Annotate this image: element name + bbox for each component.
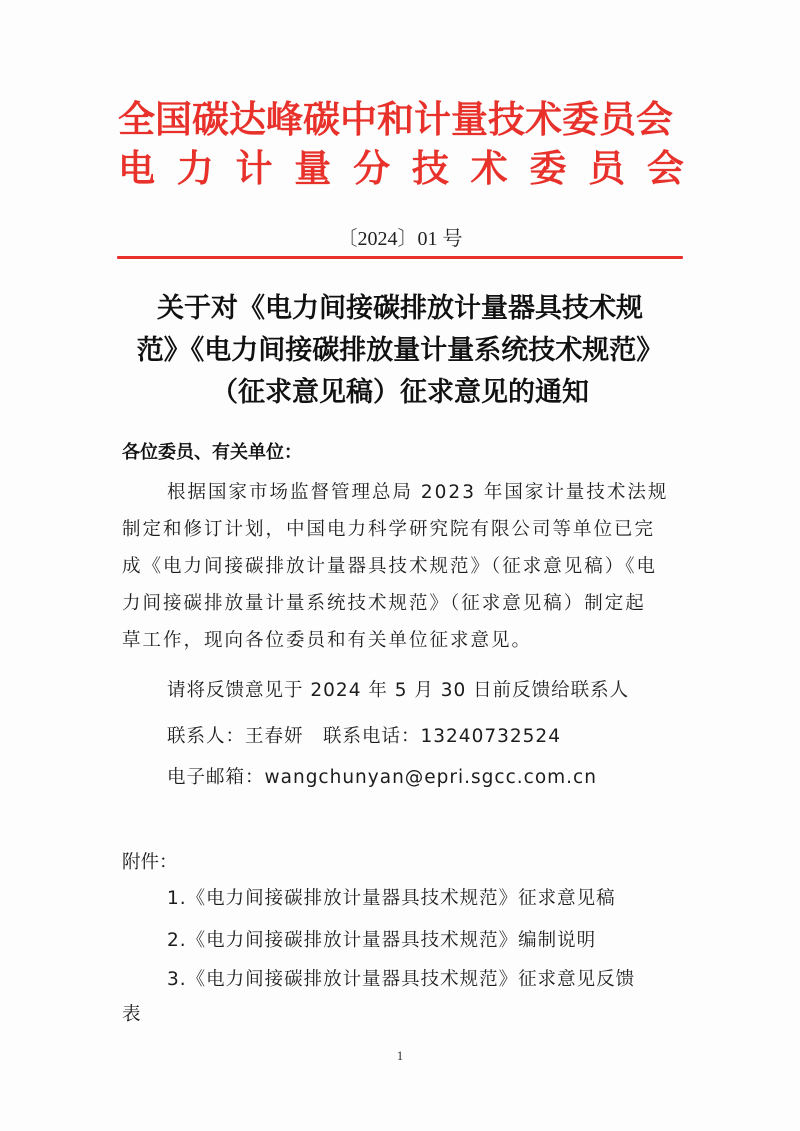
red-header-divider [117, 256, 683, 259]
attachments-label: 附件： [122, 852, 178, 873]
attachment-item-continuation: 表 [122, 1004, 141, 1025]
document-number: 〔2024〕01 号 [337, 228, 463, 250]
sub-committee-char: 术 [470, 146, 508, 190]
notice-title [110, 288, 690, 414]
body-paragraph [122, 474, 682, 659]
title-line: 关于对《电力间接碳排放计量器具技术规 [157, 293, 643, 324]
salutation: 各位委员、有关单位： [122, 442, 302, 463]
sub-committee-char: 员 [588, 146, 626, 190]
issuing-organization-name: 全国碳达峰碳中和计量技术委员会 [118, 97, 673, 141]
attachment-item: 1.《电力间接碳排放计量器具技术规范》征求意见稿 [167, 888, 616, 909]
sub-committee-char: 量 [294, 146, 332, 190]
paragraph-line: 根据国家市场监督管理总局 2023 年国家计量技术法规 [167, 482, 669, 503]
title-line: （征求意见稿）征求意见的通知 [211, 377, 589, 408]
sub-committee-char: 技 [411, 146, 449, 190]
sub-committee-char: 计 [235, 146, 273, 190]
sub-committee-char: 分 [353, 146, 391, 190]
contact-info: 联系人：王春妍 联系电话：13240732524 [167, 726, 561, 747]
paragraph-line: 成《电力间接碳排放计量器具技术规范》（征求意见稿）《电 [122, 556, 658, 577]
sub-committee-char: 会 [646, 146, 684, 190]
sub-committee-name [118, 146, 684, 190]
title-line: 范》《电力间接碳排放量计量系统技术规范》 [136, 335, 664, 366]
feedback-deadline: 请将反馈意见于 2024 年 5 月 30 日前反馈给联系人 [167, 680, 630, 701]
page-number: 1 [396, 1048, 404, 1063]
contact-email: 电子邮箱：wangchunyan@epri.sgcc.com.cn [167, 767, 597, 788]
sub-committee-char: 电 [118, 146, 155, 190]
paragraph-line: 力间接碳排放量计量系统技术规范》（征求意见稿）制定起 [122, 593, 646, 614]
attachment-item: 2.《电力间接碳排放计量器具技术规范》编制说明 [167, 930, 597, 951]
sub-committee-char: 委 [529, 146, 567, 190]
sub-committee-char: 力 [176, 146, 214, 190]
attachment-item: 3.《电力间接碳排放计量器具技术规范》征求意见反馈 [167, 969, 636, 990]
paragraph-line: 草工作，现向各位委员和有关单位征求意见。 [122, 630, 533, 651]
paragraph-line: 制定和修订计划，中国电力科学研究院有限公司等单位已完 [122, 519, 656, 540]
